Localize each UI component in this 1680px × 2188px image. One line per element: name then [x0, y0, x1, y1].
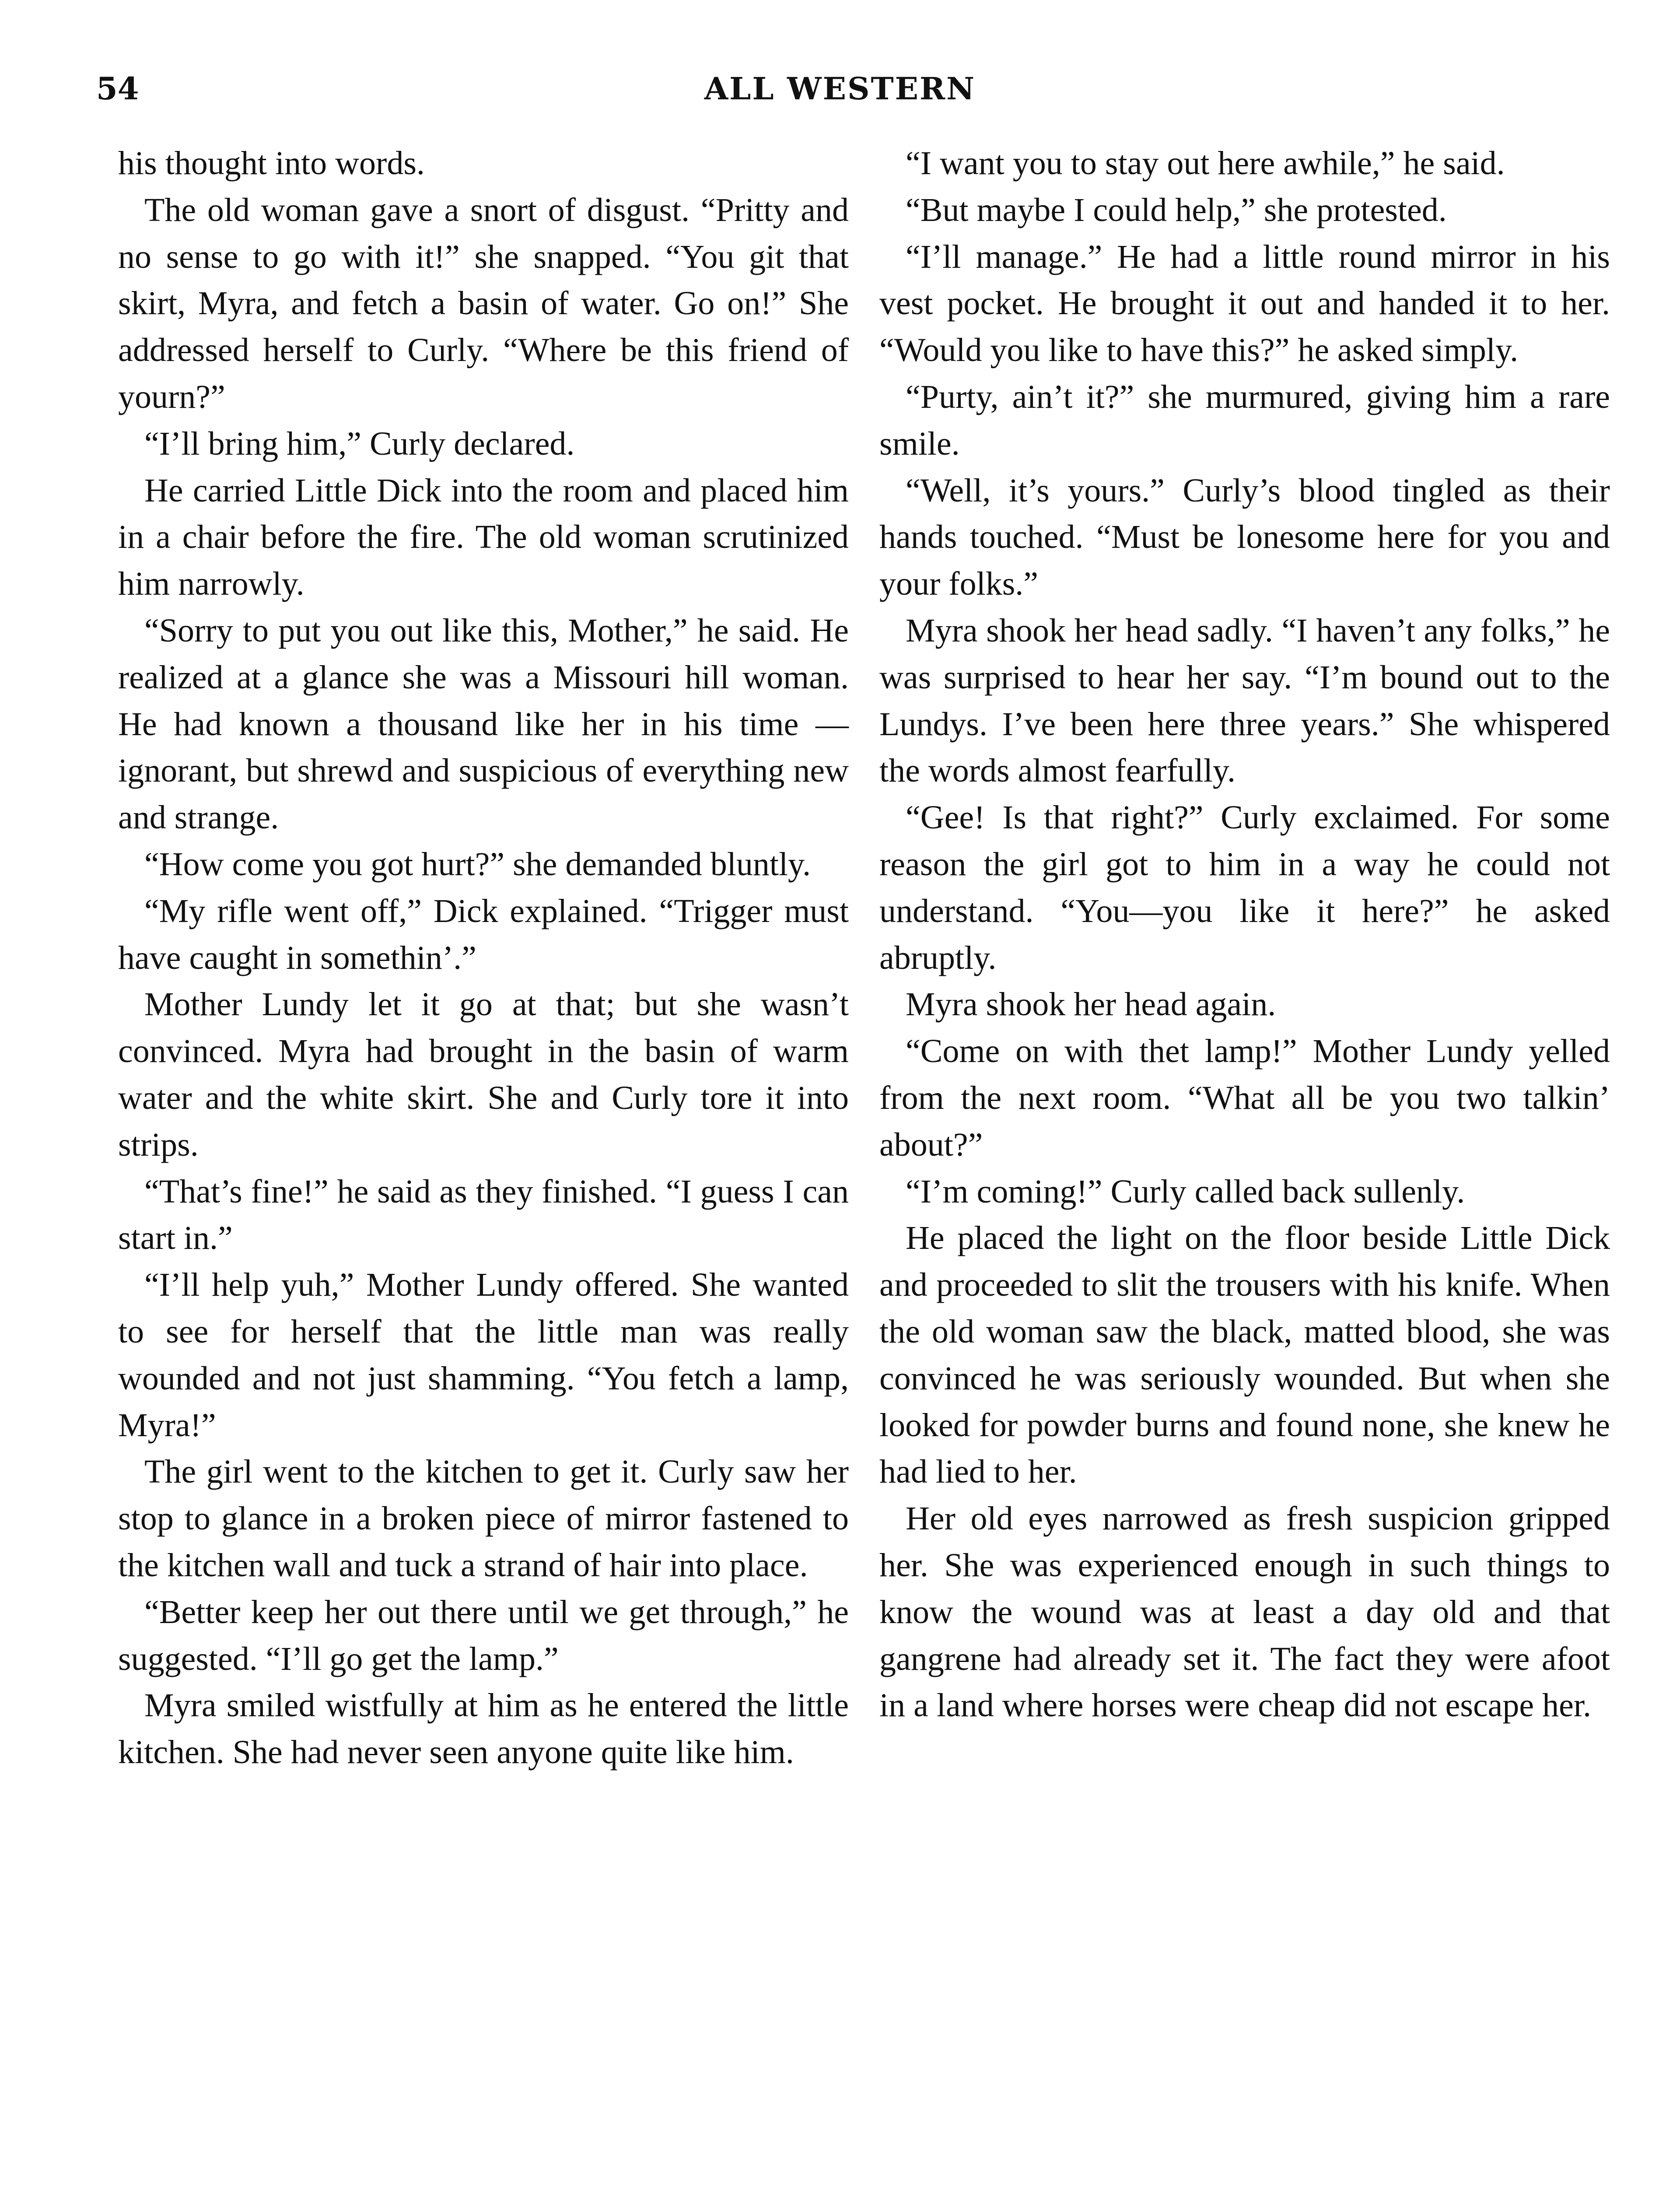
paragraph: Mother Lundy let it go at that; but she wasn’t convinced. Myra had brought in the basin of warm water and the white skirt. She and Curly tore it into strips.: [118, 986, 849, 1163]
paragraph: “But maybe I could help,” she protested.: [906, 191, 1447, 228]
paragraph: “Purty, ain’t it?” she murmured, giving him a rare smile.: [879, 378, 1610, 462]
paragraph: “I’m coming!” Curly called back sullenly.: [906, 1173, 1465, 1210]
paragraph: “Well, it’s yours.” Curly’s blood tingled as their hands touched. “Must be lonesome here for you and your folks.”: [879, 472, 1610, 603]
paragraph: He carried Little Dick into the room and placed him in a chair before the fire. The old woman scrutinized him narrowly.: [118, 472, 849, 603]
paragraph: Myra shook her head sadly. “I haven’t any folks,” he was surprised to hear her say. “I’m bound out to the Lundys. I’ve been here three years.” She whispered the words almost fearfully.: [879, 612, 1610, 789]
paragraph: “How come you got hurt?” she demanded bluntly.: [144, 845, 811, 883]
paragraph: Myra smiled wistfully at him as he entered the little kitchen. She had never seen anyone quite like him.: [118, 1687, 849, 1771]
paragraph: “I’ll help yuh,” Mother Lundy offered. She wanted to see for herself that the little man was really wounded and not just shamming. “You fetch a lamp, Myra!”: [118, 1266, 849, 1444]
paragraph: Myra shook her head again.: [906, 986, 1276, 1023]
paragraph: “My rifle went off,” Dick explained. “Trigger must have caught in somethin’.”: [118, 892, 849, 976]
paragraph: “Gee! Is that right?” Curly exclaimed. For some reason the girl got to him in a way he could not understand. “You—you like it here?” he asked abruptly.: [879, 799, 1610, 976]
magazine-title: ALL WESTERN: [704, 70, 976, 107]
paragraph: his thought into words.: [118, 145, 425, 182]
paragraph: “I’ll manage.” He had a little round mirror in his vest pocket. He brought it out and handed it to her. “Would you like to have this?” he asked simply.: [879, 238, 1610, 369]
paragraph: “That’s fine!” he said as they finished. “I guess I can start in.”: [118, 1173, 849, 1257]
page-number: 54: [96, 70, 139, 107]
left-column: [118, 140, 849, 1776]
paragraph: “Better keep her out there until we get through,” he suggested. “I’ll go get the lamp.”: [118, 1593, 849, 1677]
paragraph: He placed the light on the floor beside Little Dick and proceeded to slit the trousers with his knife. When the old woman saw the black, matted blood, she was convinced he was seriously wounded. But when she looked for powder burns and found none, she knew he had lied to her.: [879, 1220, 1610, 1490]
paragraph: “Sorry to put you out like this, Mother,” he said. He realized at a glance she was a Missouri hill woman. He had known a thousand like her in his time —ignorant, but shrewd and suspicious of everything new and strange.: [118, 612, 849, 836]
paragraph: “I’ll bring him,” Curly declared.: [144, 425, 575, 462]
paragraph: “I want you to stay out here awhile,” he said.: [906, 145, 1505, 182]
paragraph: The old woman gave a snort of disgust. “Pritty and no sense to go with it!” she snapped. “You git that skirt, Myra, and fetch a basin of water. Go on!” She addressed herself to Curly. “Where be this friend of yourn?”: [118, 191, 849, 415]
paragraph: “Come on with thet lamp!” Mother Lundy yelled from the next room. “What all be you two talkin’ about?”: [879, 1033, 1610, 1163]
paragraph: Her old eyes narrowed as fresh suspicion gripped her. She was experienced enough in such things to know the wound was at least a day old and that gangrene had already set it. The fact they were afoot in a land where horses were cheap did not escape her.: [879, 1500, 1610, 1724]
right-column: [879, 140, 1610, 1729]
paragraph: The girl went to the kitchen to get it. Curly saw her stop to glance in a broken piece of mirror fastened to the kitchen wall and tuck a strand of hair into place.: [118, 1453, 849, 1584]
page-header: [96, 65, 1584, 113]
